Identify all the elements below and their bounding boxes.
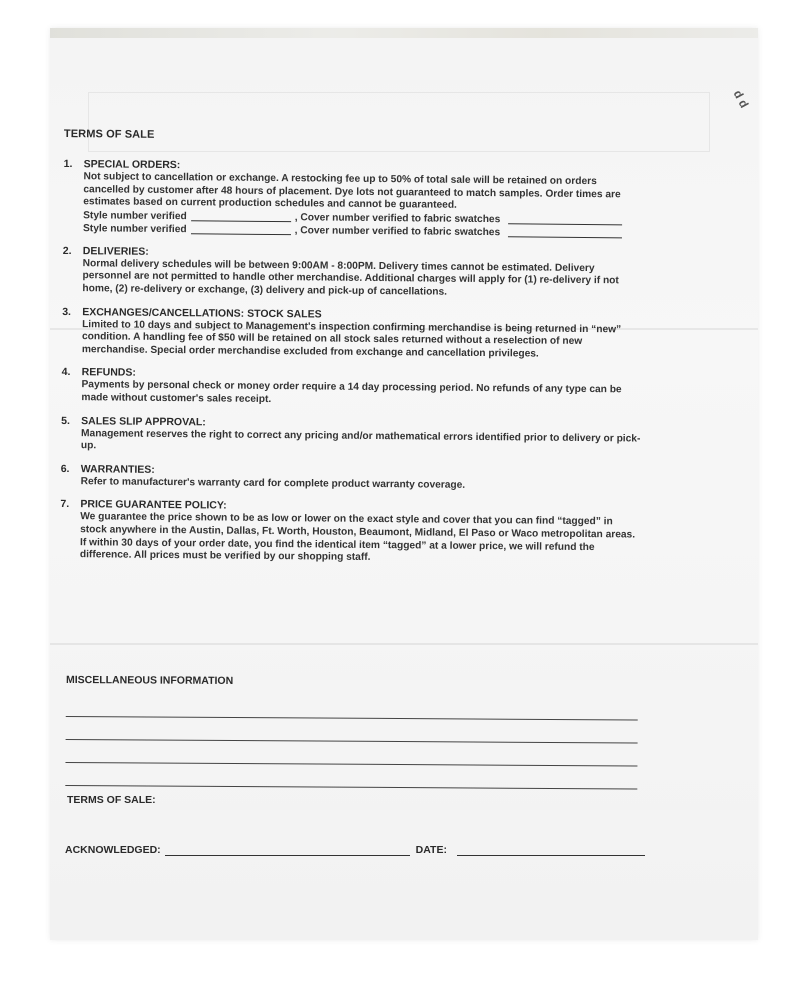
term-warranties xyxy=(61,463,641,494)
paper-fold xyxy=(50,643,758,645)
term-body: Normal delivery schedules will be between 9:00AM - 8:00PM. Delivery times cannot be estimated. Delivery personnel are not permitted to handle other merchandise. Additional charges will apply for (1) re-delivery if not home, (2) re-delivery or exchange, (3) delivery and pick-up of cancellations. xyxy=(82,257,619,298)
handwritten-corner-mark: d d xyxy=(730,87,752,111)
cover-verified-blank[interactable] xyxy=(508,213,622,225)
misc-information-line[interactable] xyxy=(65,740,637,766)
term-special-orders xyxy=(63,158,644,240)
cover-verified-label: Cover number verified to fabric swatches xyxy=(300,212,501,225)
sheet-top-edge xyxy=(50,28,758,38)
acknowledgement-row xyxy=(65,843,645,856)
term-price-guarantee xyxy=(60,498,641,567)
term-title: EXCHANGES/CANCELLATIONS: STOCK SALES xyxy=(82,305,322,321)
verify-row: Style number verified , Cover number verified to fabric swatches xyxy=(83,222,643,240)
date-label: DATE: xyxy=(415,844,447,856)
term-title: DELIVERIES: xyxy=(82,244,149,258)
term-number: 1. xyxy=(63,157,73,171)
term-refunds xyxy=(61,366,641,410)
term-number: 5. xyxy=(61,414,71,427)
term-title: REFUNDS: xyxy=(81,366,136,380)
verify-row: Style number verified , Cover number verified to fabric swatches xyxy=(83,209,643,227)
cover-verified-label: Cover number verified to fabric swatches xyxy=(300,225,501,238)
style-verified-blank[interactable] xyxy=(191,210,291,222)
term-body: Limited to 10 days and subject to Management's inspection confirming merchandise is being returned in “new” condition. A handling fee of $50 will be retained on all stock sales returned without a reselection of new merchandise. Special order merchandise excluded from exchange and cancellation privileges. xyxy=(81,318,622,360)
date-line[interactable] xyxy=(457,843,645,856)
term-number: 4. xyxy=(61,366,71,379)
term-body: Payments by personal check or money order require a 14 day processing period. No refunds of any type can be made without customer's sales receipt. xyxy=(81,379,622,405)
style-verified-label: Style number verified xyxy=(83,209,187,222)
term-sales-slip-approval xyxy=(61,415,641,459)
term-body: Management reserves the right to correct any pricing and/or mathematical errors identified prior to delivery or pick-up. xyxy=(80,427,641,452)
terms-content xyxy=(60,128,644,577)
term-body: Refer to manufacturer's warranty card for complete product warranty coverage. xyxy=(80,475,466,491)
page-title: TERMS OF SALE xyxy=(63,128,155,141)
acknowledged-signature-line[interactable] xyxy=(165,843,410,856)
term-title: SALES SLIP APPROVAL: xyxy=(81,414,206,428)
misc-information-line[interactable] xyxy=(66,717,638,743)
term-number: 3. xyxy=(62,305,72,318)
misc-information-line[interactable] xyxy=(65,763,637,789)
term-deliveries xyxy=(62,245,642,301)
style-verified-label: Style number verified xyxy=(82,222,187,235)
term-title: WARRANTIES: xyxy=(80,462,155,476)
term-body: We guarantee the price shown to be as low or lower on the exact style and cover that you can find “tagged” in stock anywhere in the Austin, Dallas, Ft. Worth, Houston, Beaumont, Midland, El Paso or Waco metropolitan areas. If within 30 days of your order date, you find the identical item “tagged” at a lower price, we will refund the difference. All prices must be verified by our shopping staff. xyxy=(79,511,636,564)
term-number: 7. xyxy=(60,498,70,511)
term-number: 6. xyxy=(60,462,70,475)
terms-of-sale-label: TERMS OF SALE: xyxy=(67,794,156,806)
term-number: 2. xyxy=(62,244,72,257)
term-exchanges xyxy=(62,306,642,362)
term-title: PRICE GUARANTEE POLICY: xyxy=(80,498,227,512)
style-verified-blank[interactable] xyxy=(191,223,291,235)
misc-information-section xyxy=(65,674,642,790)
term-body: Not subject to cancellation or exchange. A restocking fee up to 50% of total sale will be retained on orders cancelled by customer after 48 hours of placement. Dye lots not guaranteed to match samples. Order times are estimates based on current production schedules and cannot be guaranteed. xyxy=(83,171,621,211)
acknowledged-label: ACKNOWLEDGED: xyxy=(65,844,161,856)
misc-information-label: MISCELLANEOUS INFORMATION xyxy=(65,674,234,688)
term-title: SPECIAL ORDERS: xyxy=(83,158,181,172)
cover-verified-blank[interactable] xyxy=(508,226,622,238)
misc-information-line[interactable] xyxy=(66,694,638,720)
